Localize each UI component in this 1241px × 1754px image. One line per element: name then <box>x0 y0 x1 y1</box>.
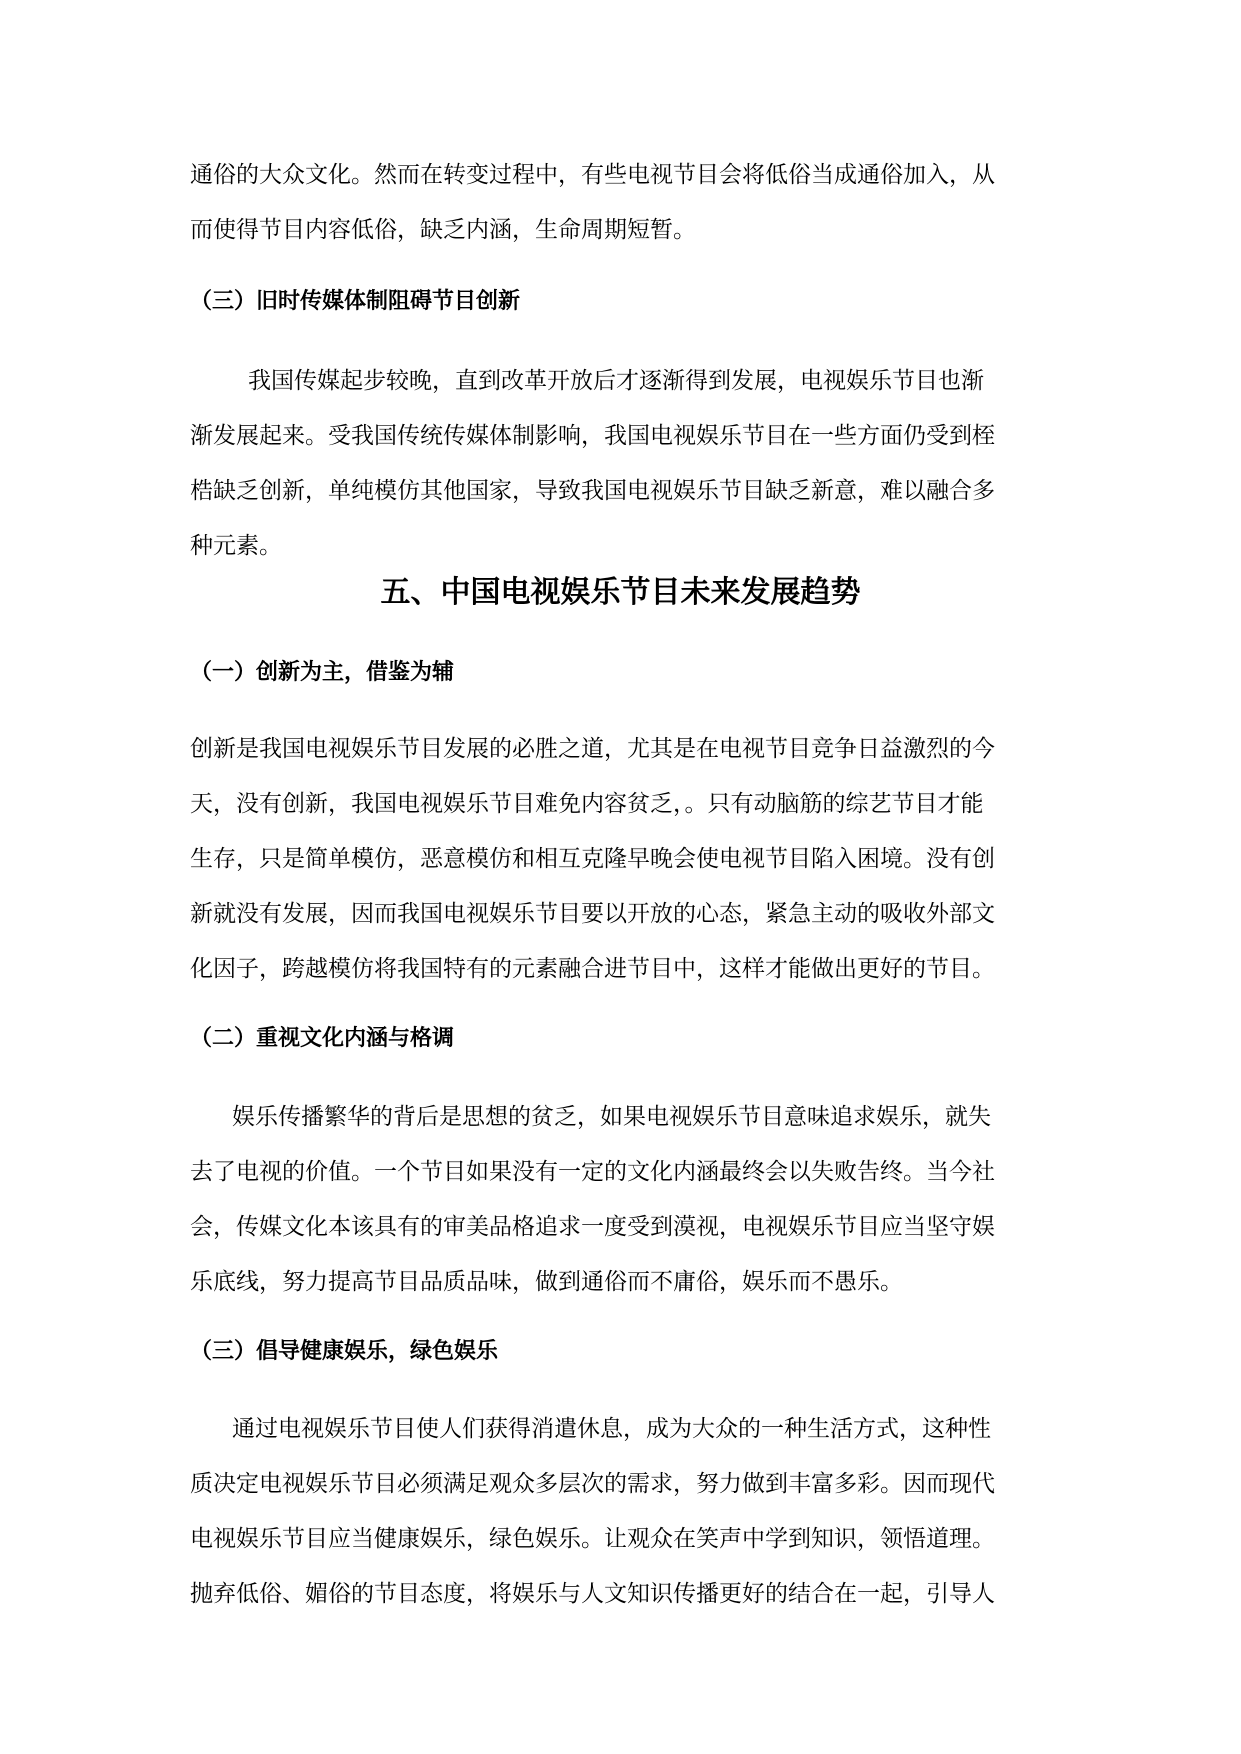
paragraph-line: 生存，只是简单模仿，恶意模仿和相互克隆早晚会使电视节目陷入困境。没有创 <box>190 846 995 872</box>
paragraph-line: 新就没有发展，因而我国电视娱乐节目要以开放的心态，紧急主动的吸收外部文 <box>190 901 995 927</box>
paragraph-line: 质决定电视娱乐节目必须满足观众多层次的需求，努力做到丰富多彩。因而现代 <box>190 1471 995 1497</box>
paragraph-line: 化因子，跨越模仿将我国特有的元素融合进节目中，这样才能做出更好的节目。 <box>190 956 995 982</box>
section-heading: （三）倡导健康娱乐，绿色娱乐 <box>190 1339 499 1364</box>
paragraph-line: 梏缺乏创新，单纯模仿其他国家，导致我国电视娱乐节目缺乏新意，难以融合多 <box>190 478 995 504</box>
paragraph-line: 通过电视娱乐节目使人们获得消遣休息，成为大众的一种生活方式，这种性 <box>232 1416 991 1442</box>
paragraph-line: 娱乐传播繁华的背后是思想的贫乏，如果电视娱乐节目意味追求娱乐，就失 <box>232 1104 991 1130</box>
paragraph-line: 种元素。 <box>190 533 282 559</box>
paragraph-line: 去了电视的价值。一个节目如果没有一定的文化内涵最终会以失败告终。当今社 <box>190 1159 995 1185</box>
paragraph-line: 渐发展起来。受我国传统传媒体制影响，我国电视娱乐节目在一些方面仍受到桎 <box>190 423 995 449</box>
paragraph-line: 电视娱乐节目应当健康娱乐，绿色娱乐。让观众在笑声中学到知识，领悟道理。 <box>190 1526 995 1552</box>
paragraph-line: 而使得节目内容低俗，缺乏内涵，生命周期短暂。 <box>190 217 696 243</box>
paragraph-line: 会，传媒文化本该具有的审美品格追求一度受到漠视，电视娱乐节目应当坚守娱 <box>190 1214 995 1240</box>
chapter-title: 五、中国电视娱乐节目未来发展趋势 <box>380 575 861 610</box>
section-heading: （一）创新为主，借鉴为辅 <box>190 660 455 685</box>
paragraph-line: 通俗的大众文化。然而在转变过程中，有些电视节目会将低俗当成通俗加入，从 <box>190 162 995 188</box>
paragraph-line: 乐底线，努力提高节目品质品味，做到通俗而不庸俗，娱乐而不愚乐。 <box>190 1269 903 1295</box>
paragraph-line: 天，没有创新，我国电视娱乐节目难免内容贫乏，。只有动脑筋的综艺节目才能 <box>190 791 984 817</box>
paragraph-line: 创新是我国电视娱乐节目发展的必胜之道，尤其是在电视节目竞争日益激烈的今 <box>190 736 995 762</box>
paragraph-line: 我国传媒起步较晚，直到改革开放后才逐渐得到发展，电视娱乐节目也渐 <box>248 368 984 394</box>
section-heading: （三）旧时传媒体制阻碍节目创新 <box>190 289 521 314</box>
section-heading: （二）重视文化内涵与格调 <box>190 1026 455 1051</box>
paragraph-line: 抛弃低俗、媚俗的节目态度，将娱乐与人文知识传播更好的结合在一起，引导人 <box>190 1581 995 1607</box>
